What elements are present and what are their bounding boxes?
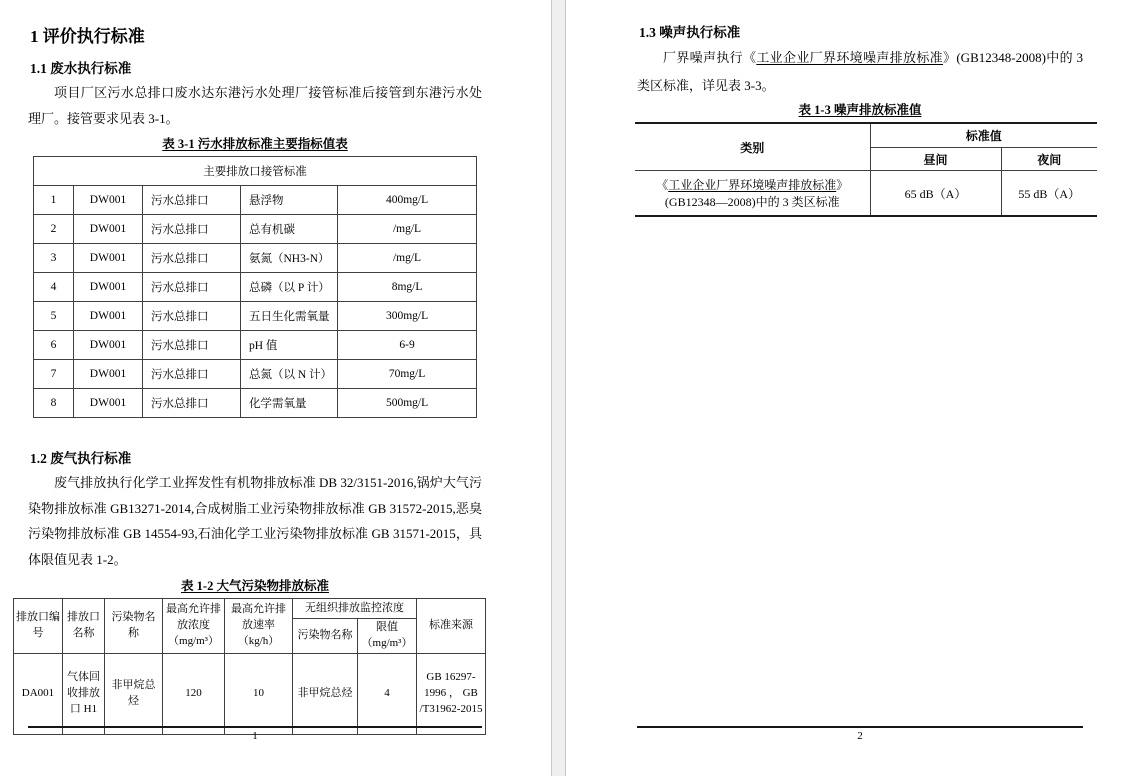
table-cell: 污水总排口 [143, 360, 241, 389]
table-row [34, 302, 477, 331]
table-cell: 污水总排口 [143, 244, 241, 273]
paragraph-text: 》(GB12348-2008)中的 3 类区标准，详见表 3-3。 [637, 50, 1083, 93]
table-1-3-caption: 表 1-3 噪声排放标准值 [798, 103, 922, 117]
table-cell: 7 [34, 360, 74, 389]
table-cell: 污水总排口 [143, 215, 241, 244]
header-cell-fugitive-limit: 限值（mg/m³） [358, 619, 417, 654]
table-cell: 2 [34, 215, 74, 244]
table-cell: 70mg/L [338, 360, 477, 389]
document-page-2 [566, 0, 1130, 776]
table-cell: 1 [34, 186, 74, 215]
table-row [34, 186, 477, 215]
header-cell-daytime: 昼间 [870, 148, 1001, 171]
header-cell-fugitive-group: 无组织排放监控浓度 [293, 599, 417, 619]
page-2-footer [637, 726, 1083, 743]
table-cell: 3 [34, 244, 74, 273]
table-header-row [635, 123, 1097, 148]
table-cell: 氨氮（NH3-N） [241, 244, 338, 273]
table-row [34, 360, 477, 389]
table-cell: 污水总排口 [143, 331, 241, 360]
table-cell: DW001 [74, 302, 143, 331]
header-cell-nighttime: 夜间 [1001, 148, 1097, 171]
table-cell: 300mg/L [338, 302, 477, 331]
table-cell: 非甲烷总烃 [293, 654, 358, 735]
table-cell: 120 [163, 654, 225, 735]
table-cell: 5 [34, 302, 74, 331]
table-3-1-header-cell: 主要排放口接管标准 [34, 157, 477, 186]
table-cell: DW001 [74, 186, 143, 215]
table-cell: DA001 [14, 654, 63, 735]
table-row [34, 389, 477, 418]
header-cell-fugitive-pollutant: 污染物名称 [293, 619, 358, 654]
table-1-2-air-pollutant-standards [13, 598, 486, 735]
header-cell-standard-value: 标准值 [870, 123, 1097, 148]
standard-reference-line1: 《工业企业厂界环境噪声排放标准》 [656, 178, 849, 192]
table-cell: 污水总排口 [143, 273, 241, 302]
section-1-1-paragraph: 项目厂区污水总排口废水达东港污水处理厂接管标准后接管到东港污水处理厂。接管要求见表 3-1。 [28, 85, 482, 126]
table-cell: 总有机碳 [241, 215, 338, 244]
table-cell: DW001 [74, 360, 143, 389]
table-cell: DW001 [74, 331, 143, 360]
table-cell: 污水总排口 [143, 186, 241, 215]
table-cell: /mg/L [338, 215, 477, 244]
header-cell-max-concentration: 最高允许排放浓度（mg/m³） [163, 599, 225, 654]
table-cell: 4 [358, 654, 417, 735]
paragraph-text: 厂界噪声执行《 [663, 50, 757, 65]
standard-title-underlined: 工业企业厂界环境噪声排放标准 [668, 178, 837, 192]
table-cell: 五日生化需氧量 [241, 302, 338, 331]
table-cell: 6 [34, 331, 74, 360]
table-cell: 400mg/L [338, 186, 477, 215]
table-cell: 500mg/L [338, 389, 477, 418]
page-1-content [0, 0, 482, 735]
table-cell-night-value: 55 dB（A） [1001, 171, 1097, 217]
page-2-content [566, 0, 1083, 217]
table-cell: DW001 [74, 215, 143, 244]
table-cell: 8mg/L [338, 273, 477, 302]
header-cell-outlet-name: 排放口名称 [63, 599, 105, 654]
table-cell: 悬浮物 [241, 186, 338, 215]
table-cell: 总氮（以 N 计） [241, 360, 338, 389]
table-cell: GB 16297-1996 ， GB /T31962-2015 [417, 654, 486, 735]
header-cell-max-rate: 最高允许排放速率（kg/h） [225, 599, 293, 654]
table-1-2-caption: 表 1-2 大气污染物排放标准 [181, 579, 329, 593]
table-cell: 污水总排口 [143, 302, 241, 331]
table-1-3-noise-standards [635, 122, 1097, 217]
table-cell-category [635, 171, 870, 217]
table-cell: DW001 [74, 273, 143, 302]
table-cell: /mg/L [338, 244, 477, 273]
table-cell: 污水总排口 [143, 389, 241, 418]
standard-reference-line2: (GB12348—2008)中的 3 类区标准 [664, 195, 840, 209]
table-cell: 10 [225, 654, 293, 735]
table-cell: 4 [34, 273, 74, 302]
chapter-heading: 1 评价执行标准 [30, 27, 145, 46]
table-cell: 化学需氧量 [241, 389, 338, 418]
table-row [34, 273, 477, 302]
header-cell-category: 类别 [635, 123, 870, 171]
table-cell: 8 [34, 389, 74, 418]
table-row [635, 171, 1097, 217]
table-cell-day-value: 65 dB（A） [870, 171, 1001, 217]
table-cell: 气体回收排放口 H1 [63, 654, 105, 735]
page-1-footer [28, 726, 482, 743]
table-cell: 6-9 [338, 331, 477, 360]
table-cell: pH 值 [241, 331, 338, 360]
header-cell-pollutant-name: 污染物名称 [105, 599, 163, 654]
table-3-1-wastewater-standards [33, 156, 477, 418]
section-1-2-heading: 1.2 废气执行标准 [30, 451, 132, 466]
table-row [14, 654, 486, 735]
table-row-header [34, 157, 477, 186]
table-row [34, 244, 477, 273]
section-1-3-paragraph [637, 44, 1083, 100]
header-cell-outlet-id: 排放口编号 [14, 599, 63, 654]
document-page-1 [0, 0, 551, 776]
section-1-2-paragraph: 废气排放执行化学工业挥发性有机物排放标准 DB 32/3151-2016,锅炉大气污染物排放标准 GB13271-2014,合成树脂工业污染物排放标准 GB 31572-2015,恶臭污染物排放标准 GB 14554-93,石油化学工业污染物排放标准 GB 31571-2015，具体限值见表 1-2。 [28, 475, 482, 567]
header-cell-standard-source: 标准来源 [417, 599, 486, 654]
page-number: 1 [252, 730, 258, 742]
table-3-1-caption: 表 3-1 污水排放标准主要指标值表 [162, 137, 348, 151]
standard-title-underlined: 工业企业厂界环境噪声排放标准 [756, 50, 944, 65]
table-cell: DW001 [74, 389, 143, 418]
table-header-row [14, 599, 486, 619]
page-separator [551, 0, 566, 776]
table-row [34, 331, 477, 360]
section-1-3-heading: 1.3 噪声执行标准 [639, 25, 741, 40]
section-1-1-heading: 1.1 废水执行标准 [30, 61, 132, 76]
table-cell: 非甲烷总烃 [105, 654, 163, 735]
page-number: 2 [857, 730, 863, 742]
table-row [34, 215, 477, 244]
table-cell: DW001 [74, 244, 143, 273]
table-cell: 总磷（以 P 计） [241, 273, 338, 302]
